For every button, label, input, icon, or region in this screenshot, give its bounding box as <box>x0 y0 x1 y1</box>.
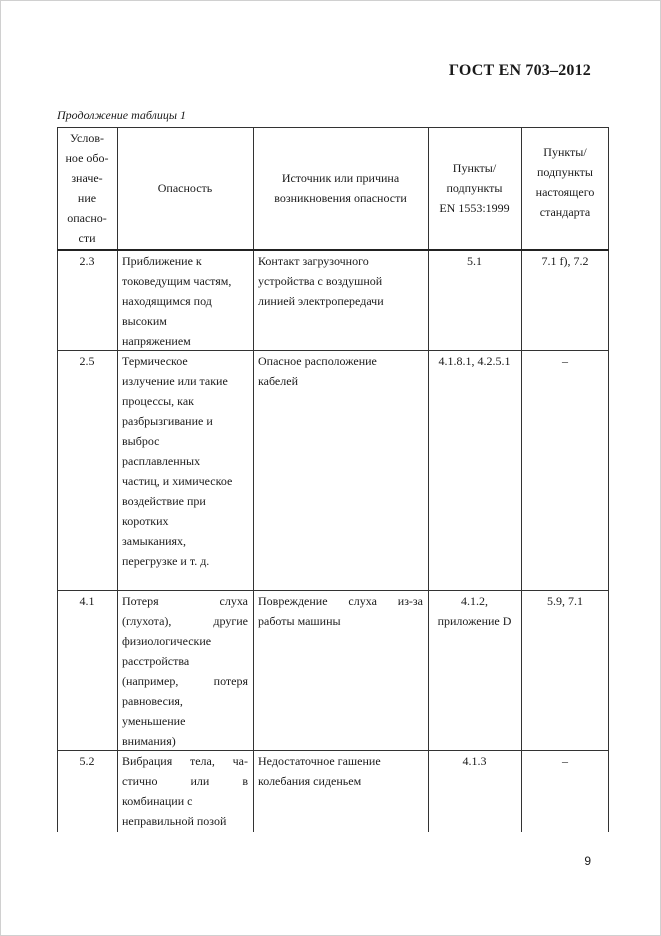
row-hazard: Термическое излучение или такие процессы, как разбрызгивание и выброс расплавленных частиц, и химическое воздействие при коротких замыканиях, перегрузке и т. д. <box>122 354 233 568</box>
row-std-clause: – <box>562 754 568 768</box>
hazard-table <box>57 127 609 832</box>
row-en-clause: 4.1.8.1, 4.2.5.1 <box>438 354 511 368</box>
row-hazard: Потеря слуха (глухота), другие физиологические расстройства (например, потеря равновесия, уменьшение внимания) <box>122 594 248 748</box>
row-en-clause: 4.1.2, приложение D <box>437 594 512 628</box>
row-std-clause: – <box>562 354 568 368</box>
row-source: Недостаточное гашение колебания сиденьем <box>258 754 381 788</box>
header-code <box>57 127 117 249</box>
row-en-clause: 4.1.3 <box>462 754 487 768</box>
page-number: 9 <box>584 854 591 868</box>
row-code: 2.3 <box>79 254 95 268</box>
row-hazard: Вибрация тела, ча- стично или в комбинации с неправильной позой <box>122 754 248 828</box>
header-std-clauses: Пункты/ подпункты настоящего стандарта <box>535 145 595 219</box>
row-code: 2.5 <box>79 354 95 368</box>
table-caption: Продолжение таблицы 1 <box>57 108 187 122</box>
header-source: Источник или причина возникновения опасности <box>274 171 407 205</box>
row-code: 4.1 <box>79 594 95 608</box>
header-en-clauses: Пункты/ подпункты EN 1553:1999 <box>439 161 510 215</box>
row-code: 5.2 <box>79 754 95 768</box>
row-std-clause: 7.1 f), 7.2 <box>541 254 589 268</box>
row-en-clause: 5.1 <box>467 254 482 268</box>
row-source: Опасное расположение кабелей <box>258 354 377 388</box>
row-source: Повреждение слуха из-за работы машины <box>258 594 423 628</box>
header-hazard: Опасность <box>157 181 213 195</box>
header-code-text: Услов- ное обо- значе- ние опасно- сти <box>65 131 109 245</box>
row-std-clause: 5.9, 7.1 <box>547 594 583 608</box>
document-code: ГОСТ EN 703–2012 <box>448 62 591 79</box>
row-source: Контакт загрузочного устройства с воздушной линией электропередачи <box>258 254 384 308</box>
row-hazard: Приближение к токоведущим частям, находящимся под высоким напряжением <box>122 254 232 348</box>
